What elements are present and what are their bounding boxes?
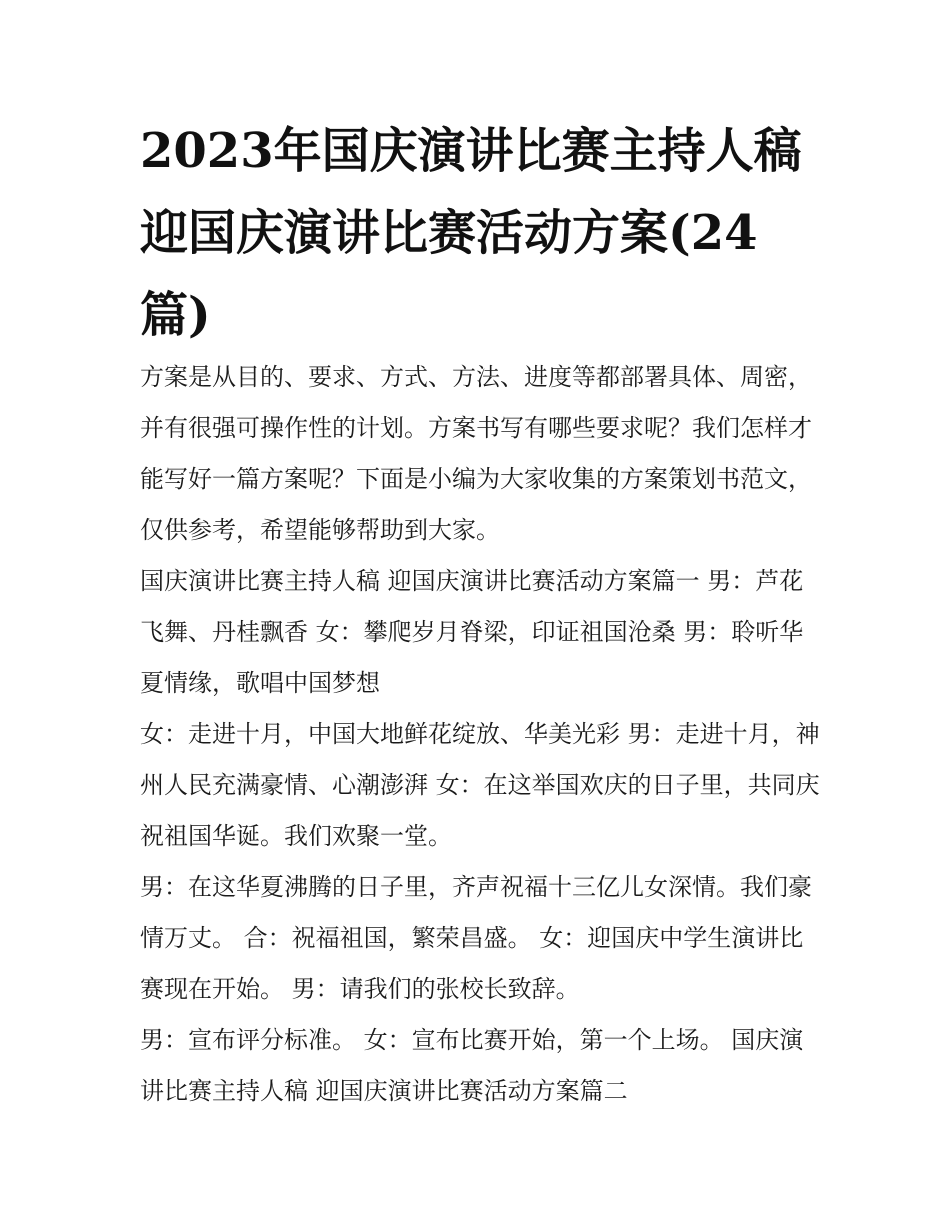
paragraph-3: 男：在这华夏沸腾的日子里，齐声祝福十三亿儿女深情。我们豪情万丈。 合：祝福祖国，繁荣昌盛。 女：迎国庆中学生演讲比赛现在开始。 男：请我们的张校长致辞。: [140, 873, 812, 1003]
paragraph-4: 男：宣布评分标准。 女：宣布比赛开始，第一个上场。 国庆演讲比赛主持人稿 迎国庆演讲比赛活动方案篇二: [140, 1026, 804, 1105]
paragraph-1: 国庆演讲比赛主持人稿 迎国庆演讲比赛活动方案篇一 男：芦花飞舞、丹桂飘香 女：攀爬岁月脊梁，印证祖国沧桑 男：聆听华夏情缘，歌唱中国梦想: [140, 567, 804, 697]
document-title: 2023年国庆演讲比赛主持人稿 迎国庆演讲比赛活动方案(24篇): [140, 123, 802, 343]
paragraph-intro: 方案是从目的、要求、方式、方法、进度等都部署具体、周密，并有很强可操作性的计划。方案书写有哪些要求呢？我们怎样才能写好一篇方案呢？下面是小编为大家收集的方案策划书范文，仅供参考，希望能够帮助到大家。: [140, 363, 812, 544]
document-body: [140, 352, 820, 1117]
paragraph-2: 女：走进十月，中国大地鲜花绽放、华美光彩 男：走进十月，神州人民充满豪情、心潮澎湃 女：在这举国欢庆的日子里，共同庆祝祖国华诞。我们欢聚一堂。: [140, 720, 820, 850]
